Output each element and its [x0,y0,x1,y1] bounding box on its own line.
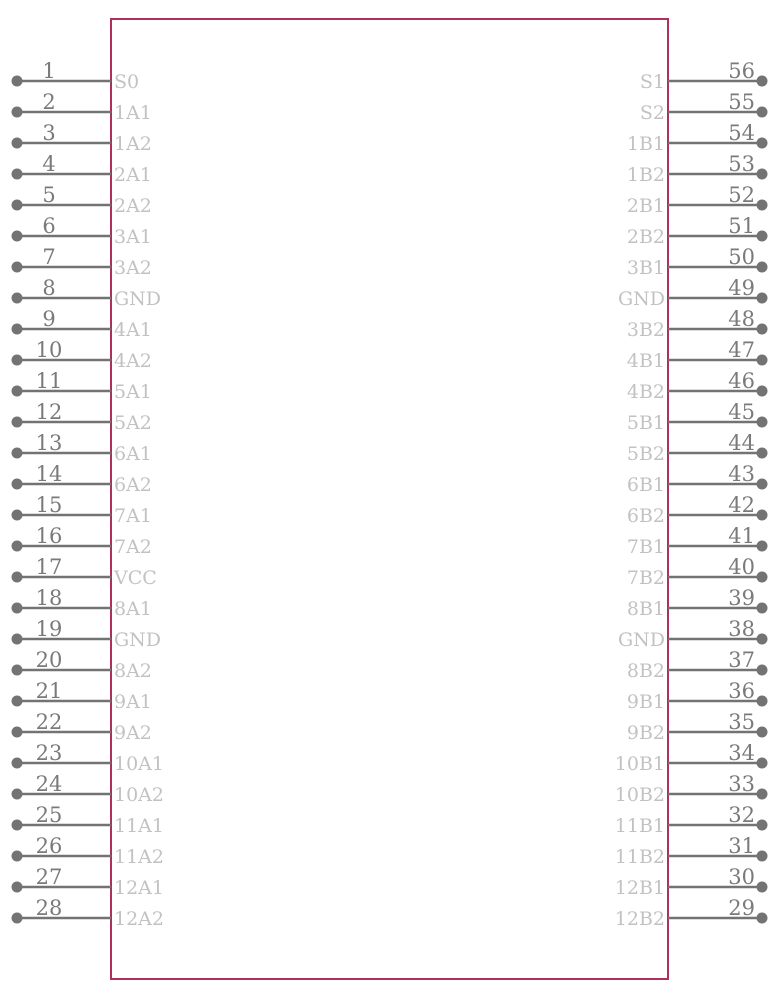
pin-endpoint-dot [757,634,768,645]
pin-endpoint-dot [757,727,768,738]
pin-name-label: 12B2 [614,908,665,930]
pin-47 [627,338,768,372]
pin-endpoint-dot [757,789,768,800]
pin-endpoint-dot [12,107,23,118]
pin-name-label: 8B1 [626,598,665,620]
pin-18 [12,586,152,620]
pin-name-label: 10A1 [114,753,164,775]
pin-20 [12,648,152,682]
pin-28 [12,896,165,930]
pin-41 [627,524,768,558]
pin-endpoint-dot [757,76,768,87]
pin-endpoint-dot [757,696,768,707]
pin-number: 31 [728,834,755,858]
pin-54 [627,121,768,155]
right-pin-group [615,59,768,930]
pin-number: 19 [35,617,63,641]
pin-number: 38 [728,617,755,641]
pin-endpoint-dot [757,572,768,583]
pin-number: 37 [728,648,755,672]
pin-number: 30 [728,865,755,889]
pin-endpoint-dot [12,882,23,893]
pin-name-label: 7B1 [626,536,665,558]
pin-13 [12,431,152,465]
pin-45 [627,400,768,434]
pin-17 [12,555,157,589]
pin-name-label: 3A2 [114,257,152,279]
pin-number: 46 [728,369,755,393]
pin-number: 52 [728,183,755,207]
pin-number: 29 [728,896,755,920]
pin-name-label: 2B2 [626,226,665,248]
pin-56 [640,59,768,93]
pin-endpoint-dot [12,789,23,800]
pin-number: 27 [35,865,63,889]
pin-number: 14 [35,462,63,486]
pin-number: 3 [42,121,56,145]
pin-endpoint-dot [12,355,23,366]
pin-24 [12,772,165,806]
pin-endpoint-dot [12,262,23,273]
pin-name-label: 7B2 [626,567,665,589]
pin-name-label: 11A1 [114,815,164,837]
pin-endpoint-dot [757,882,768,893]
pin-name-label: 7A2 [114,536,152,558]
pin-endpoint-dot [12,913,23,924]
pin-25 [12,803,165,837]
pin-name-label: 11B1 [614,815,665,837]
pin-endpoint-dot [757,262,768,273]
pin-name-label: 10A2 [114,784,164,806]
pin-14 [12,462,152,496]
pin-23 [12,741,165,775]
pin-48 [627,307,768,341]
pin-name-label: 1A1 [114,102,152,124]
pin-number: 42 [728,493,755,517]
pin-endpoint-dot [12,448,23,459]
pin-number: 21 [35,679,63,703]
pin-53 [627,152,768,186]
pin-number: 6 [42,214,56,238]
pin-number: 18 [35,586,63,610]
pin-endpoint-dot [757,169,768,180]
pin-endpoint-dot [12,851,23,862]
pin-49 [618,276,768,310]
pin-number: 49 [728,276,755,300]
pin-name-label: 6A2 [114,474,152,496]
pin-name-label: 3B1 [626,257,665,279]
pin-name-label: 2B1 [626,195,665,217]
pin-endpoint-dot [757,541,768,552]
pin-39 [627,586,768,620]
pin-endpoint-dot [12,417,23,428]
pin-number: 26 [35,834,63,858]
pin-endpoint-dot [757,107,768,118]
pin-number: 7 [42,245,56,269]
pin-name-label: 9A1 [114,691,152,713]
pin-number: 54 [728,121,755,145]
pin-number: 56 [728,59,755,83]
pin-7 [12,245,152,279]
pin-name-label: 5B1 [626,412,665,434]
pin-endpoint-dot [12,727,23,738]
pin-endpoint-dot [757,448,768,459]
pin-number: 53 [728,152,755,176]
pin-number: 11 [35,369,63,393]
pin-endpoint-dot [757,479,768,490]
pin-endpoint-dot [12,479,23,490]
pin-name-label: 8B2 [626,660,665,682]
pin-number: 55 [728,90,755,114]
pin-22 [12,710,152,744]
pin-endpoint-dot [12,169,23,180]
pin-name-label: VCC [114,567,157,589]
pin-name-label: 9A2 [114,722,152,744]
pin-number: 40 [728,555,755,579]
pin-number: 32 [728,803,755,827]
pin-endpoint-dot [12,138,23,149]
pin-11 [12,369,152,403]
pin-50 [627,245,768,279]
pin-name-label: 6B2 [626,505,665,527]
pin-name-label: 8A1 [114,598,152,620]
pin-43 [627,462,768,496]
pin-name-label: 4A2 [114,350,152,372]
pin-name-label: S2 [639,102,665,124]
pin-number: 15 [35,493,63,517]
pin-endpoint-dot [757,386,768,397]
pin-endpoint-dot [12,696,23,707]
pin-endpoint-dot [757,200,768,211]
pin-number: 1 [42,59,56,83]
pin-number: 17 [35,555,63,579]
pin-31 [615,834,768,868]
pin-46 [627,369,768,403]
pin-number: 9 [42,307,56,331]
pin-name-label: S0 [114,71,140,93]
pin-endpoint-dot [757,138,768,149]
pin-number: 2 [42,90,56,114]
pin-endpoint-dot [12,634,23,645]
pin-40 [627,555,768,589]
pin-number: 25 [35,803,63,827]
pin-name-label: 2A2 [114,195,152,217]
pin-8 [12,276,162,310]
pin-44 [627,431,768,465]
pin-number: 35 [728,710,755,734]
pin-name-label: 3B2 [626,319,665,341]
pin-endpoint-dot [12,820,23,831]
pin-3 [12,121,152,155]
pin-name-label: 12A2 [114,908,164,930]
pin-name-label: 12B1 [614,877,665,899]
pin-19 [12,617,162,651]
pin-name-label: S1 [639,71,665,93]
pin-35 [627,710,768,744]
pin-endpoint-dot [12,231,23,242]
pin-1 [12,59,140,93]
pin-endpoint-dot [757,417,768,428]
pin-16 [12,524,152,558]
pin-number: 28 [35,896,63,920]
pin-4 [12,152,152,186]
pin-number: 22 [35,710,63,734]
pin-endpoint-dot [12,603,23,614]
pin-name-label: 12A1 [114,877,164,899]
pin-endpoint-dot [757,851,768,862]
pin-endpoint-dot [757,355,768,366]
pin-number: 23 [35,741,63,765]
pin-endpoint-dot [12,293,23,304]
pin-number: 48 [728,307,755,331]
pin-endpoint-dot [757,231,768,242]
pin-number: 20 [35,648,63,672]
pin-name-label: 10B2 [614,784,665,806]
pin-number: 33 [728,772,755,796]
pin-endpoint-dot [12,541,23,552]
pin-10 [12,338,152,372]
pin-number: 8 [42,276,56,300]
pin-endpoint-dot [12,200,23,211]
pin-endpoint-dot [12,324,23,335]
pin-endpoint-dot [757,510,768,521]
pin-name-label: 1A2 [114,133,152,155]
pin-32 [615,803,768,837]
pin-endpoint-dot [757,665,768,676]
pin-endpoint-dot [757,603,768,614]
pin-21 [12,679,152,713]
pin-51 [627,214,768,248]
pin-name-label: 5B2 [626,443,665,465]
pin-endpoint-dot [12,76,23,87]
pin-number: 41 [728,524,755,548]
pin-number: 44 [728,431,755,455]
pin-34 [615,741,768,775]
pin-number: 47 [728,338,755,362]
pin-name-label: 2A1 [114,164,152,186]
pin-9 [12,307,152,341]
pin-name-label: 6A1 [114,443,152,465]
pin-number: 10 [35,338,63,362]
pin-name-label: 10B1 [614,753,665,775]
pin-26 [12,834,165,868]
component-body-outline [111,19,668,979]
pin-endpoint-dot [12,572,23,583]
pin-15 [12,493,152,527]
pin-name-label: 11A2 [114,846,164,868]
pin-29 [615,896,768,930]
pin-number: 36 [728,679,755,703]
pin-name-label: 4B2 [626,381,665,403]
pin-36 [627,679,768,713]
pin-number: 5 [42,183,56,207]
pin-38 [618,617,768,651]
pin-name-label: 1B2 [626,164,665,186]
pin-name-label: GND [617,288,665,310]
pin-number: 12 [35,400,63,424]
pin-number: 39 [728,586,755,610]
pin-name-label: 11B2 [614,846,665,868]
pin-number: 24 [35,772,63,796]
pin-name-label: 7A1 [114,505,152,527]
pin-number: 51 [728,214,755,238]
pin-endpoint-dot [12,665,23,676]
pin-name-label: 9B1 [626,691,665,713]
pin-27 [12,865,165,899]
left-pin-group [12,59,165,930]
pin-42 [627,493,768,527]
pin-endpoint-dot [12,386,23,397]
pin-name-label: 8A2 [114,660,152,682]
pin-30 [615,865,768,899]
pin-name-label: 1B1 [626,133,665,155]
pin-name-label: 6B1 [626,474,665,496]
pin-37 [627,648,768,682]
pin-endpoint-dot [12,758,23,769]
pin-name-label: 4B1 [626,350,665,372]
pin-name-label: GND [617,629,665,651]
pin-number: 45 [728,400,755,424]
pin-name-label: GND [114,629,162,651]
pin-number: 43 [728,462,755,486]
pin-6 [12,214,152,248]
pin-5 [12,183,152,217]
pin-endpoint-dot [757,324,768,335]
pin-number: 4 [42,152,56,176]
pin-33 [615,772,768,806]
pin-number: 34 [728,741,755,765]
pin-endpoint-dot [757,913,768,924]
pin-number: 13 [35,431,63,455]
pin-55 [640,90,768,124]
pin-number: 50 [728,245,755,269]
pin-name-label: GND [114,288,162,310]
pin-endpoint-dot [757,293,768,304]
pin-number: 16 [35,524,63,548]
pin-name-label: 5A1 [114,381,152,403]
pin-52 [627,183,768,217]
pin-name-label: 4A1 [114,319,152,341]
pin-endpoint-dot [757,758,768,769]
pin-name-label: 3A1 [114,226,152,248]
pin-12 [12,400,152,434]
pin-2 [12,90,152,124]
pin-endpoint-dot [12,510,23,521]
pin-name-label: 9B2 [626,722,665,744]
pin-name-label: 5A2 [114,412,152,434]
pin-endpoint-dot [757,820,768,831]
